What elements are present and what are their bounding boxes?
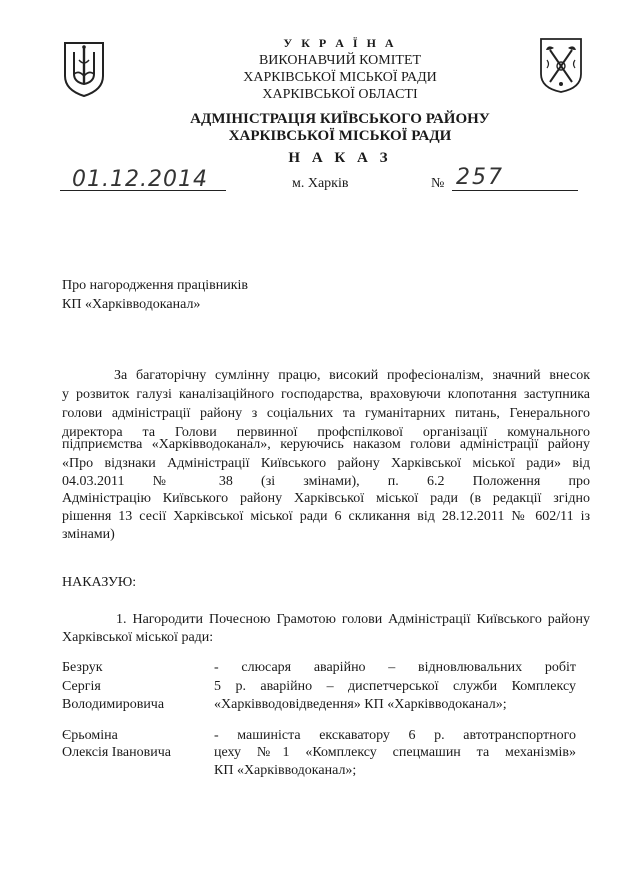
city-label: м. Харків: [292, 176, 349, 191]
country-heading: У К Р А Ї Н А: [283, 36, 397, 50]
body-line: рішення 13 сесії Харківської міської ради 6 скликання від 28.12.2011 № 602/11 із: [62, 509, 590, 524]
body-line: 04.03.2011 № 38 (зі змінами), п. 6.2 Положення про: [62, 474, 590, 489]
trident-coat-of-arms-icon: [62, 40, 106, 98]
subject-line-2: КП «Харківводоканал»: [62, 297, 201, 312]
org-line-3: ХАРКІВСЬКОЇ ОБЛАСТІ: [262, 87, 418, 102]
body-line: Адміністрацію Київського району Харківської міської ради (в редакції згідно: [62, 491, 590, 506]
number-underline: [452, 190, 578, 191]
body-line: «Про відзнаки Адміністрації Київського району Харківської міської ради» від: [62, 456, 590, 471]
body-line: змінами): [62, 527, 115, 542]
recipient-name-line: Олексія Івановича: [62, 745, 171, 760]
body-line: директора та Голови первинної профспілкової організації комунального: [62, 425, 590, 440]
date-underline: [60, 190, 226, 191]
handwritten-date: 01.12.2014: [72, 167, 208, 192]
recipient-position-line: «Харківводовідведення» КП «Харківводоканал»;: [214, 697, 507, 712]
handwritten-order-number: 257: [456, 165, 504, 190]
number-label: №: [431, 176, 445, 191]
item-1-line: 1. Нагородити Почесною Грамотою голови Адміністрації Київського району: [116, 612, 590, 627]
body-line: голови адміністрації району з соціальних та гуманітарних питань, Генерального: [62, 406, 590, 421]
recipient-name-line: Сергія: [62, 679, 101, 694]
document-type-title: Н А К А З: [288, 150, 392, 166]
recipient-position-line: 5 р. аварійно – диспетчерської служби Комплексу: [214, 679, 576, 694]
admin-line-2: ХАРКІВСЬКОЇ МІСЬКОЇ РАДИ: [228, 128, 452, 144]
org-line-1: ВИКОНАВЧИЙ КОМІТЕТ: [258, 53, 422, 68]
admin-line-1: АДМІНІСТРАЦІЯ КИЇВСЬКОГО РАЙОНУ: [190, 111, 490, 127]
recipient-name-line: Безрук: [62, 660, 103, 675]
body-line: підприємства «Харківводоканал», керуючись наказом голови адміністрації району: [62, 437, 590, 452]
recipient-position-line: цеху №1 «Комплексу спецмашин та механізмів»: [214, 745, 576, 760]
body-line: За багаторічну сумлінну працю, високий професіоналізм, значний внесок: [114, 368, 590, 383]
kharkiv-coat-of-arms-icon: [538, 36, 584, 94]
org-line-2: ХАРКІВСЬКОЇ МІСЬКОЇ РАДИ: [243, 70, 437, 85]
subject-line-1: Про нагородження працівників: [62, 278, 249, 293]
item-1-line: Харківської міської ради:: [62, 630, 214, 645]
recipient-name-line: Володимировича: [62, 697, 165, 712]
body-line: у розвиток галузі каналізаційного господарства, враховуючи клопотання заступника: [62, 387, 590, 402]
recipient-position-line: - машиніста екскаватору 6 р. автотранспортного: [214, 728, 576, 743]
recipient-position-line: КП «Харківводоканал»;: [214, 763, 357, 778]
recipient-position-line: - слюсаря аварійно – відновлювальних робіт: [214, 660, 576, 675]
order-directive-word: НАКАЗУЮ:: [62, 575, 137, 590]
recipient-name-line: Єрьоміна: [62, 728, 118, 743]
